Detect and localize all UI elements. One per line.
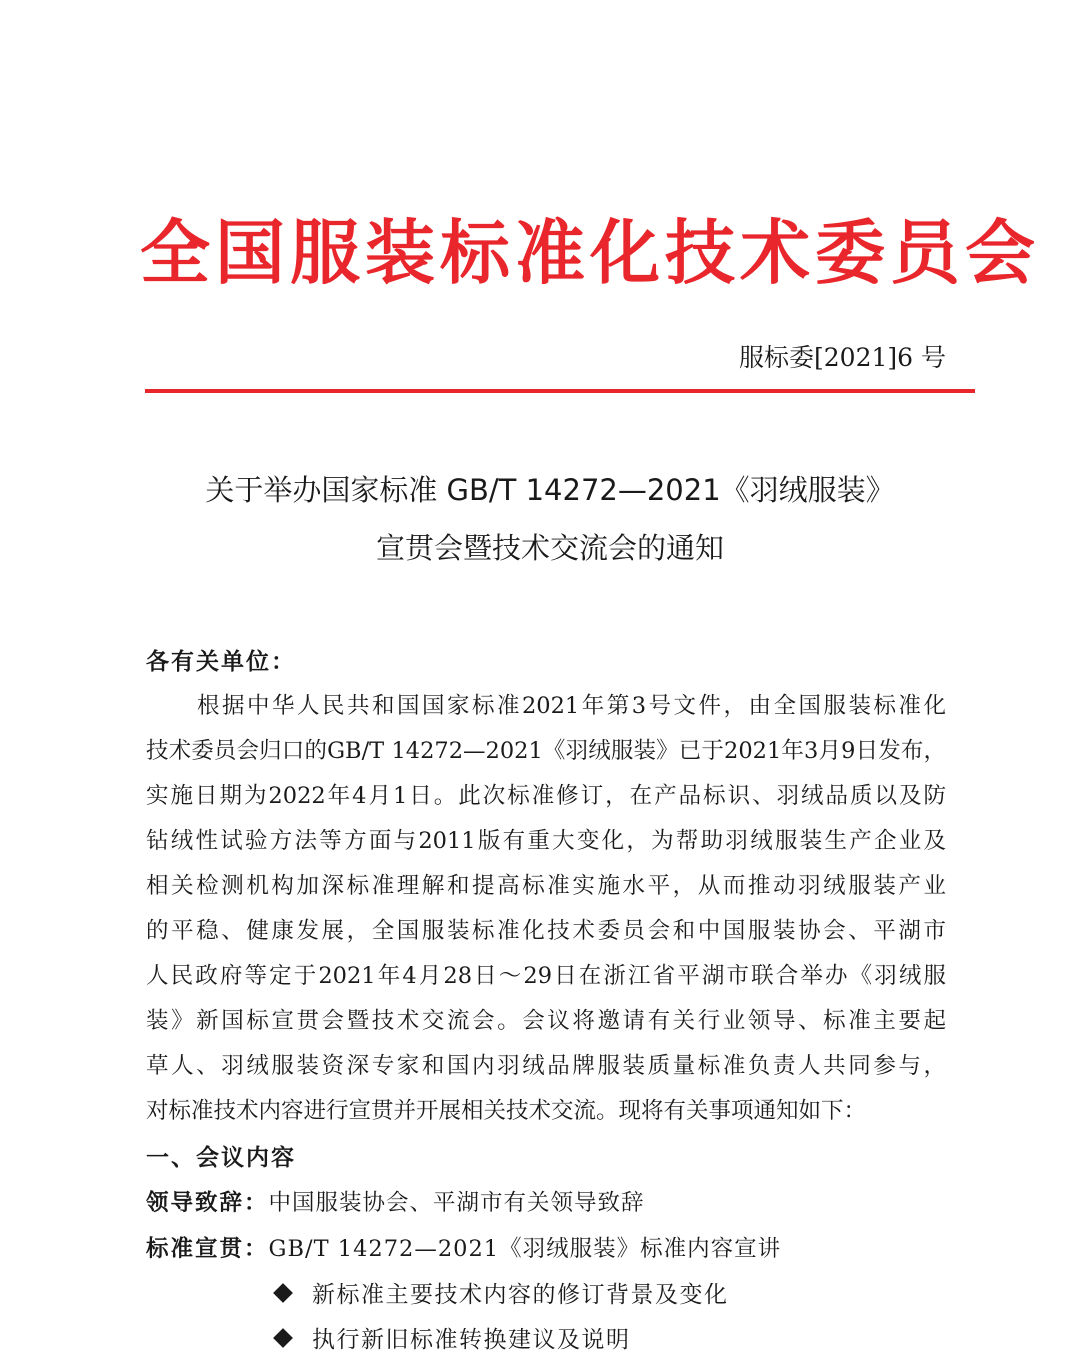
leader-speech-label: 领导致辞： xyxy=(146,1190,269,1216)
section-heading-meeting-content: 一、会议内容 xyxy=(146,1145,296,1171)
notice-title-line-1: 关于举办国家标准 GB/T 14272—2021《羽绒服装》 xyxy=(205,473,895,507)
org-title: 全国服装标准化技术委员会 xyxy=(140,212,1040,294)
body-line: 钻绒性试验方法等方面与2011版有重大变化，为帮助羽绒服装生产企业及 xyxy=(146,828,946,854)
red-divider xyxy=(145,389,975,393)
body-line: 装》新国标宣贯会暨技术交流会。会议将邀请有关行业领导、标准主要起 xyxy=(146,1008,946,1034)
leader-speech-line xyxy=(146,1181,645,1225)
body-line: 人民政府等定于2021年4月28日～29日在浙江省平湖市联合举办《羽绒服 xyxy=(146,963,946,989)
body-line: 实施日期为2022年4月1日。此次标准修订，在产品标识、羽绒品质以及防 xyxy=(146,783,946,809)
body-line: 根据中华人民共和国国家标准2021年第3号文件，由全国服装标准化 xyxy=(197,693,946,719)
bullet-text: 新标准主要技术内容的修订背景及变化 xyxy=(312,1282,729,1308)
bullet-text: 执行新旧标准转换建议及说明 xyxy=(312,1327,631,1353)
body-line: 的平稳、健康发展，全国服装标准化技术委员会和中国服装协会、平湖市 xyxy=(146,918,946,944)
notice-title-line-2: 宣贯会暨技术交流会的通知 xyxy=(375,531,724,565)
diamond-bullet-icon xyxy=(273,1283,293,1303)
standard-promotion-line xyxy=(146,1227,781,1271)
bullet-item xyxy=(276,1318,631,1362)
standard-promotion-text: GB/T 14272—2021《羽绒服装》标准内容宣讲 xyxy=(268,1236,782,1262)
diamond-bullet-icon xyxy=(273,1328,293,1348)
document-number: 服标委[2021]6 号 xyxy=(739,343,946,372)
leader-speech-text: 中国服装协会、平湖市有关领导致辞 xyxy=(268,1190,645,1216)
standard-promotion-label: 标准宣贯： xyxy=(146,1236,269,1262)
bullet-item xyxy=(276,1273,729,1317)
body-line: 相关检测机构加深标准理解和提高标准实施水平，从而推动羽绒服装产业 xyxy=(146,873,946,899)
salutation: 各有关单位： xyxy=(146,649,296,675)
body-line: 草人、羽绒服装资深专家和国内羽绒品牌服装质量标准负责人共同参与， xyxy=(146,1053,946,1079)
body-line: 技术委员会归口的GB/T 14272—2021《羽绒服装》已于2021年3月9日发布， xyxy=(146,738,946,764)
body-line: 对标准技术内容进行宣贯并开展相关技术交流。现将有关事项通知如下： xyxy=(146,1098,867,1124)
